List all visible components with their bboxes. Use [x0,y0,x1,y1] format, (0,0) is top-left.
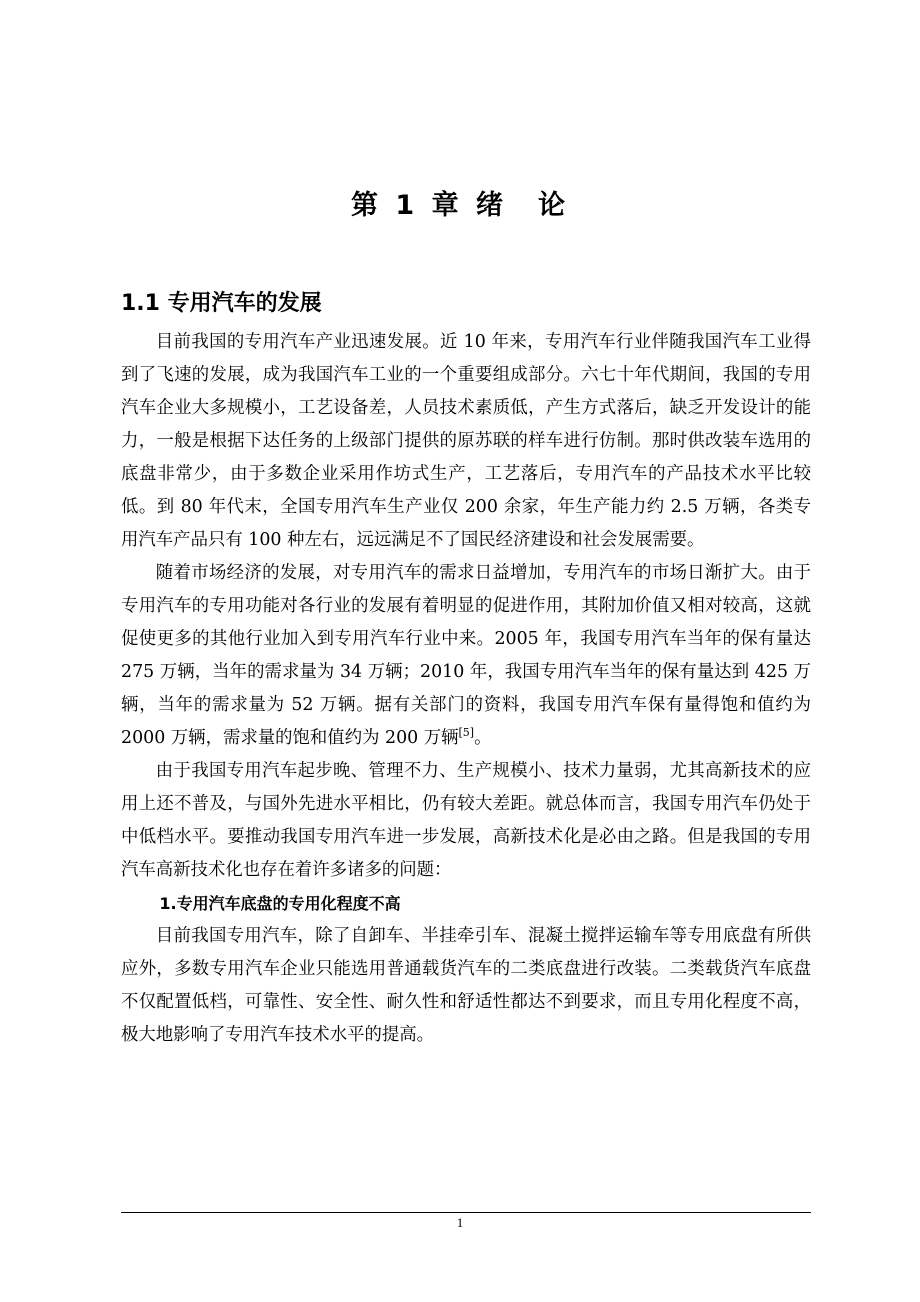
footer-rule [121,1212,811,1213]
sub-heading-1: 1.专用汽车底盘的专用化程度不高 [159,894,401,913]
paragraph-2 [121,557,811,755]
citation-ref: [5] [458,726,475,740]
paragraph-2-text: 随着市场经济的发展，对专用汽车的需求日益增加，专用汽车的市场日渐扩大。由于专用汽车的专用功能对各行业的发展有着明显的促进作用，其附加价值又相对较高，这就促使更多的其他行业加入到专用汽车行业中来。2005 年，我国专用汽车当年的保有量达 275 万辆，当年的需求量为 34 万辆；2010 年，我国专用汽车当年的保有量达到 425 万辆，当年的需求量为 52 万辆。据有关部门的资料，我国专用汽车保有量得饱和值约为 2000 万辆，需求量的饱和值约为 200 万辆 [121,563,811,748]
paragraph-2-end: 。 [474,728,492,748]
section-title: 1.1 专用汽车的发展 [121,291,322,316]
paragraph-4: 目前我国专用汽车，除了自卸车、半挂牵引车、混凝土搅拌运输车等专用底盘有所供应外，多数专用汽车企业只能选用普通载货汽车的二类底盘进行改装。二类载货汽车底盘不仅配置低档，可靠性、安全性、耐久性和舒适性都达不到要求，而且专用化程度不高，极大地影响了专用汽车技术水平的提高。 [121,926,811,1045]
paragraph-3: 由于我国专用汽车起步晚、管理不力、生产规模小、技术力量弱，尤其高新技术的应用上还不普及，与国外先进水平相比，仍有较大差距。就总体而言，我国专用汽车仍处于中低档水平。要推动我国专用汽车进一步发展，高新技术化是必由之路。但是我国的专用汽车高新技术化也存在着许多诸多的问题： [121,761,811,880]
chapter-title: 第 1 章 绪 论 [351,190,569,221]
page-number: 1 [456,1215,464,1230]
paragraph-1: 目前我国的专用汽车产业迅速发展。近 10 年来，专用汽车行业伴随我国汽车工业得到了飞速的发展，成为我国汽车工业的一个重要组成部分。六七十年代期间，我国的专用汽车企业大多规模小，工艺设备差，人员技术素质低，产生方式落后，缺乏开发设计的能力，一般是根据下达任务的上级部门提供的原苏联的样车进行仿制。那时供改装车选用的底盘非常少，由于多数企业采用作坊式生产，工艺落后，专用汽车的产品技术水平比较低。到 80 年代末，全国专用汽车生产业仅 200 余家，年生产能力约 2.5 万辆，各类专用汽车产品只有 100 种左右，远远满足不了国民经济建设和社会发展需要。 [121,332,811,550]
body-text [121,326,811,1052]
